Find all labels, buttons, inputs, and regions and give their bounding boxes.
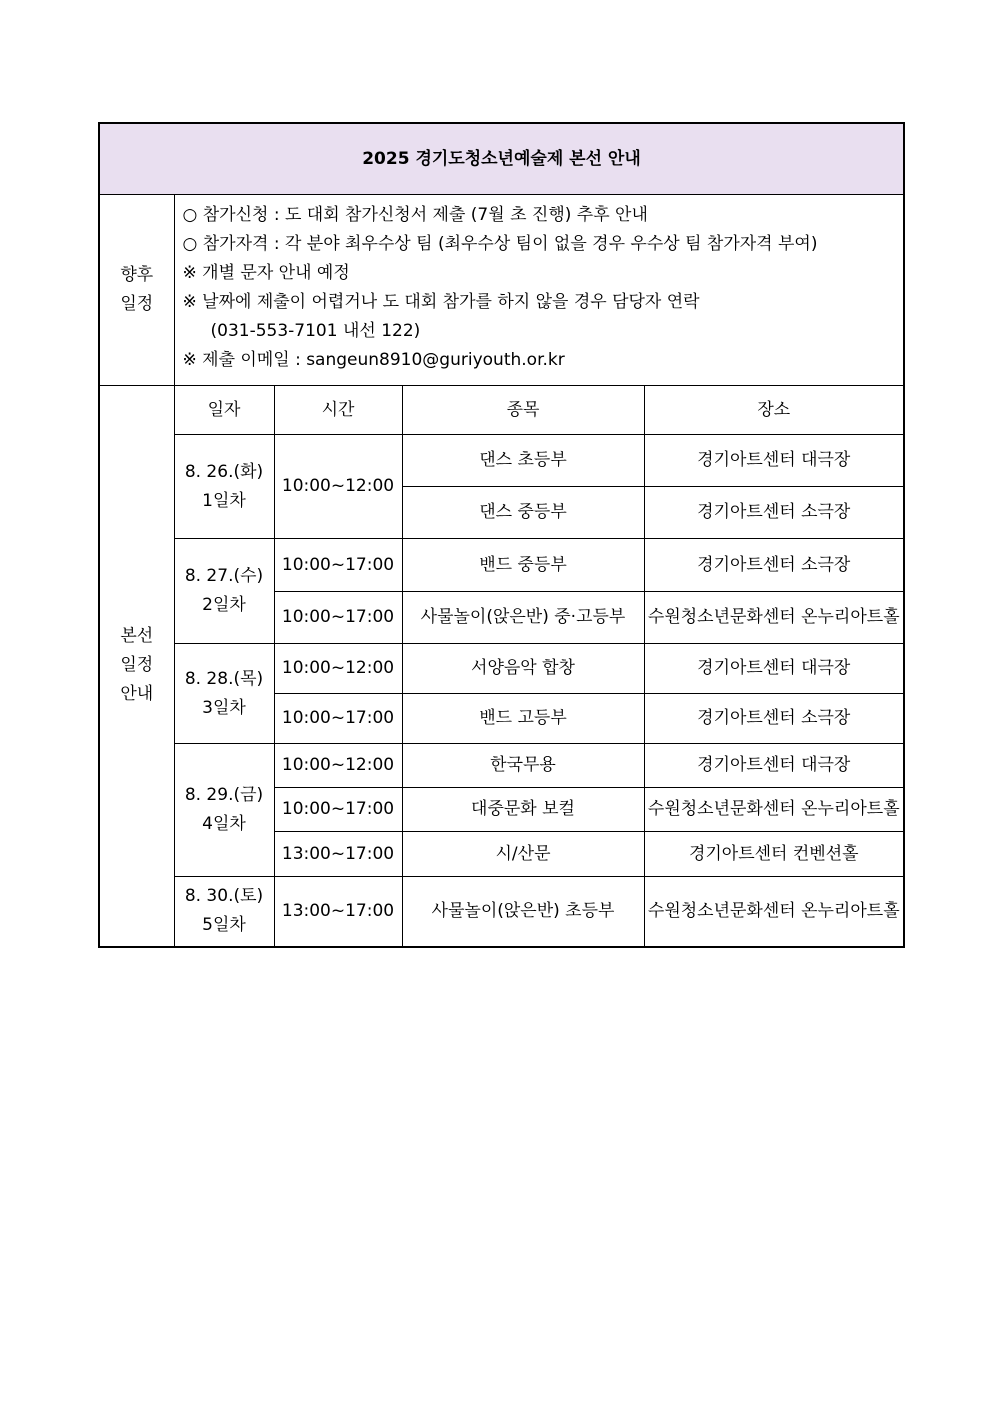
info-line-email: ※ 제출 이메일 : sangeun8910@guriyouth.or.kr [182,350,565,370]
day4-place3: 경기아트센터 컨벤션홀 [644,832,904,877]
day5-date-cell [174,877,274,947]
schedule-label [99,386,174,947]
day3-event2: 밴드 고등부 [402,694,644,744]
header-event: 종목 [402,386,644,435]
document-title: 2025 경기도청소년예술제 본선 안내 [99,123,904,195]
day3-time1: 10:00~12:00 [274,644,402,694]
day4-date: 8. 29.(금) [184,785,264,805]
day1-place2: 경기아트센터 소극장 [644,487,904,539]
day5-event1: 사물놀이(앉은반) 초등부 [402,877,644,947]
header-date: 일자 [174,386,274,435]
day4-date-cell [174,744,274,877]
day4-time2: 10:00~17:00 [274,788,402,832]
upcoming-label [99,195,174,386]
schedule-label-line1: 본선 [120,626,154,647]
header-time: 시간 [274,386,402,435]
day1-date-cell [174,435,274,539]
day1-place1: 경기아트센터 대극장 [644,435,904,487]
day2-event2: 사물놀이(앉은반) 중·고등부 [402,592,644,644]
day3-place2: 경기아트센터 소극장 [644,694,904,744]
day3-time2: 10:00~17:00 [274,694,402,744]
day5-place1: 수원청소년문화센터 온누리아트홀 [644,877,904,947]
day4-event2: 대중문화 보컬 [402,788,644,832]
day1-event1: 댄스 초등부 [402,435,644,487]
day1-event2: 댄스 중등부 [402,487,644,539]
day1-time: 10:00~12:00 [274,435,402,539]
day5-time1: 13:00~17:00 [274,877,402,947]
day3-event1: 서양음악 합창 [402,644,644,694]
info-line-contact: ※ 날짜에 제출이 어렵거나 도 대회 참가를 하지 않을 경우 담당자 연락 [182,292,700,312]
header-place: 장소 [644,386,904,435]
day4-event3: 시/산문 [402,832,644,877]
day3-date: 8. 28.(목) [184,668,264,689]
day1-label: 1일차 [202,490,246,511]
upcoming-label-line1: 향후 [120,265,154,285]
info-line-eligibility: ○ 참가자격 : 각 분야 최우수상 팀 (최우수상 팀이 없을 경우 우수상 팀 참가자격 부여) [182,234,818,254]
upcoming-info [174,195,904,386]
day4-place1: 경기아트센터 대극장 [644,744,904,788]
day2-event1: 밴드 중등부 [402,539,644,592]
info-line-sms: ※ 개별 문자 안내 예정 [182,263,350,283]
day2-date: 8. 27.(수) [184,566,264,586]
day4-event1: 한국무용 [402,744,644,788]
day2-time1: 10:00~17:00 [274,539,402,592]
info-line-phone: (031-553-7101 내선 122) [210,321,421,341]
day3-date-cell [174,644,274,744]
day2-place1: 경기아트센터 소극장 [644,539,904,592]
upcoming-label-line2: 일정 [120,294,154,314]
day2-place2: 수원청소년문화센터 온누리아트홀 [644,592,904,644]
schedule-label-line3: 안내 [120,684,154,705]
day2-time2: 10:00~17:00 [274,592,402,644]
day5-date: 8. 30.(토) [184,886,264,907]
day5-label: 5일차 [202,915,246,936]
day4-time1: 10:00~12:00 [274,744,402,788]
day2-label: 2일차 [202,595,246,615]
day4-time3: 13:00~17:00 [274,832,402,877]
day2-date-cell [174,539,274,644]
day1-date: 8. 26.(화) [184,461,264,482]
day3-label: 3일차 [202,697,246,718]
schedule-label-line2: 일정 [120,655,154,676]
info-line-application: ○ 참가신청 : 도 대회 참가신청서 제출 (7월 초 진행) 추후 안내 [182,205,648,225]
day4-label: 4일차 [202,814,246,834]
day3-place1: 경기아트센터 대극장 [644,644,904,694]
day4-place2: 수원청소년문화센터 온누리아트홀 [644,788,904,832]
notice-table [98,122,905,948]
